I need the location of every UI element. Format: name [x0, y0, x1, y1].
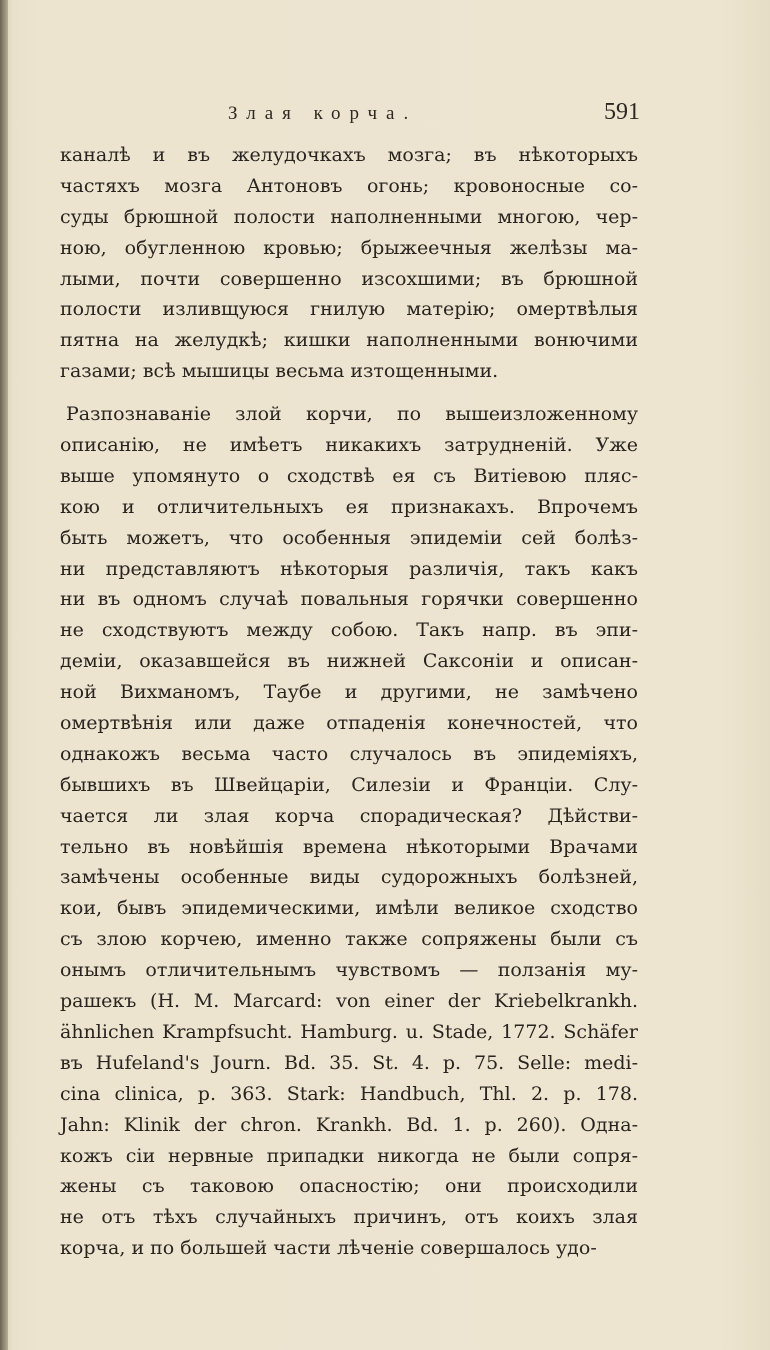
text-line: не сходствуютъ между собою. Такъ напр. въ эпи- — [60, 619, 638, 642]
text-line: описанію, не имѣетъ никакихъ затрудненій. Уже — [60, 434, 638, 457]
text-line: съ злою корчею, именно также сопряжены были съ — [60, 928, 638, 951]
text-line: корча, и по большей части лѣченіе совершалось удо- — [60, 1237, 597, 1260]
paragraph-gap — [60, 387, 638, 399]
text-line: суды брюшной полости наполненными многою, чер- — [60, 205, 638, 228]
text-line: пятна на желудкѣ; кишки наполненными вонючими — [60, 329, 638, 352]
text-line: выше упомянуто о сходствѣ ея съ Витіевою пляс- — [60, 464, 638, 487]
text-line: ähnlichen Krampfsucht. Hamburg. u. Stade, 1772. Schäfer — [60, 1020, 638, 1043]
text-line: въ Hufeland's Journ. Bd. 35. St. 4. p. 75. Selle: medi- — [60, 1051, 638, 1074]
text-line: Jahn: Klinik der chron. Krankh. Bd. 1. p. 260). Одна- — [60, 1113, 638, 1136]
text-line: ною, обугленною кровью; брыжеечныя желѣзы ма- — [60, 236, 638, 259]
text-line: cina clinica, p. 363. Stark: Handbuch, Thl. 2. p. 178. — [60, 1082, 638, 1105]
text-line: кои, бывъ эпидемическими, имѣли великое сходство — [60, 897, 638, 920]
text-line: деміи, оказавшейся въ нижней Саксоніи и описан- — [60, 650, 638, 673]
text-line: ной Вихманомъ, Таубе и другими, не замѣчено — [60, 681, 638, 704]
text-line: бывшихъ въ Швейцаріи, Силезіи и Франціи. Слу- — [60, 773, 638, 796]
page-header — [58, 99, 648, 133]
text-line: Разпознаваніе злой корчи, по вышеизложенному — [66, 403, 638, 426]
text-line: полости изливщуюся гнилую матерію; омертвѣлыя — [60, 298, 638, 321]
paragraph-1 — [60, 140, 638, 387]
text-line: жены съ таковою опасностію; они происходили — [60, 1175, 638, 1198]
text-line: не отъ тѣхъ случайныхъ причинъ, отъ коихъ злая — [60, 1206, 638, 1229]
text-line: быть можетъ, что особенныя эпидеміи сей болѣз- — [60, 526, 638, 549]
text-line: ни представляютъ нѣкоторыя различія, такъ какъ — [60, 557, 638, 580]
text-line: тельно въ новѣйшія времена нѣкоторыми Врачами — [60, 835, 638, 858]
text-line: лыми, почти совершенно изсохшими; въ брюшной — [60, 267, 638, 290]
page-spine-edge — [0, 0, 8, 1350]
text-line: ни въ одномъ случаѣ повальныя горячки совершенно — [60, 588, 638, 611]
text-line: чается ли злая корча спорадическая? Дѣйстви- — [60, 804, 638, 827]
text-line: замѣчены особенные виды судорожныхъ болѣзней, — [60, 866, 638, 889]
body-text — [60, 140, 638, 1264]
paragraph-2 — [60, 399, 638, 1264]
text-line: газами; всѣ мышицы весьма изтощенными. — [60, 360, 499, 383]
running-title: Злая корча. — [228, 103, 418, 124]
text-line: каналѣ и въ желудочкахъ мозга; въ нѣкоторыхъ — [60, 144, 638, 166]
text-line: кою и отличительныхъ ея признакахъ. Впрочемъ — [60, 495, 638, 518]
text-line: частяхъ мозга Антоновъ огонь; кровоносные со- — [60, 174, 638, 197]
text-line: кожъ сіи нервные припадки никогда не были сопря- — [60, 1144, 638, 1167]
text-line: однакожъ весьма часто случалось въ эпидеміяхъ, — [60, 742, 638, 765]
text-line: онымъ отличительнымъ чувствомъ — ползанія му- — [60, 959, 638, 982]
text-line: рашекъ (H. M. Marcard: von einer der Kriebelkrankh. — [60, 990, 638, 1013]
text-line: омертвѣнія или даже отпаденія конечностей, что — [60, 712, 638, 735]
page-number: 591 — [604, 99, 640, 125]
